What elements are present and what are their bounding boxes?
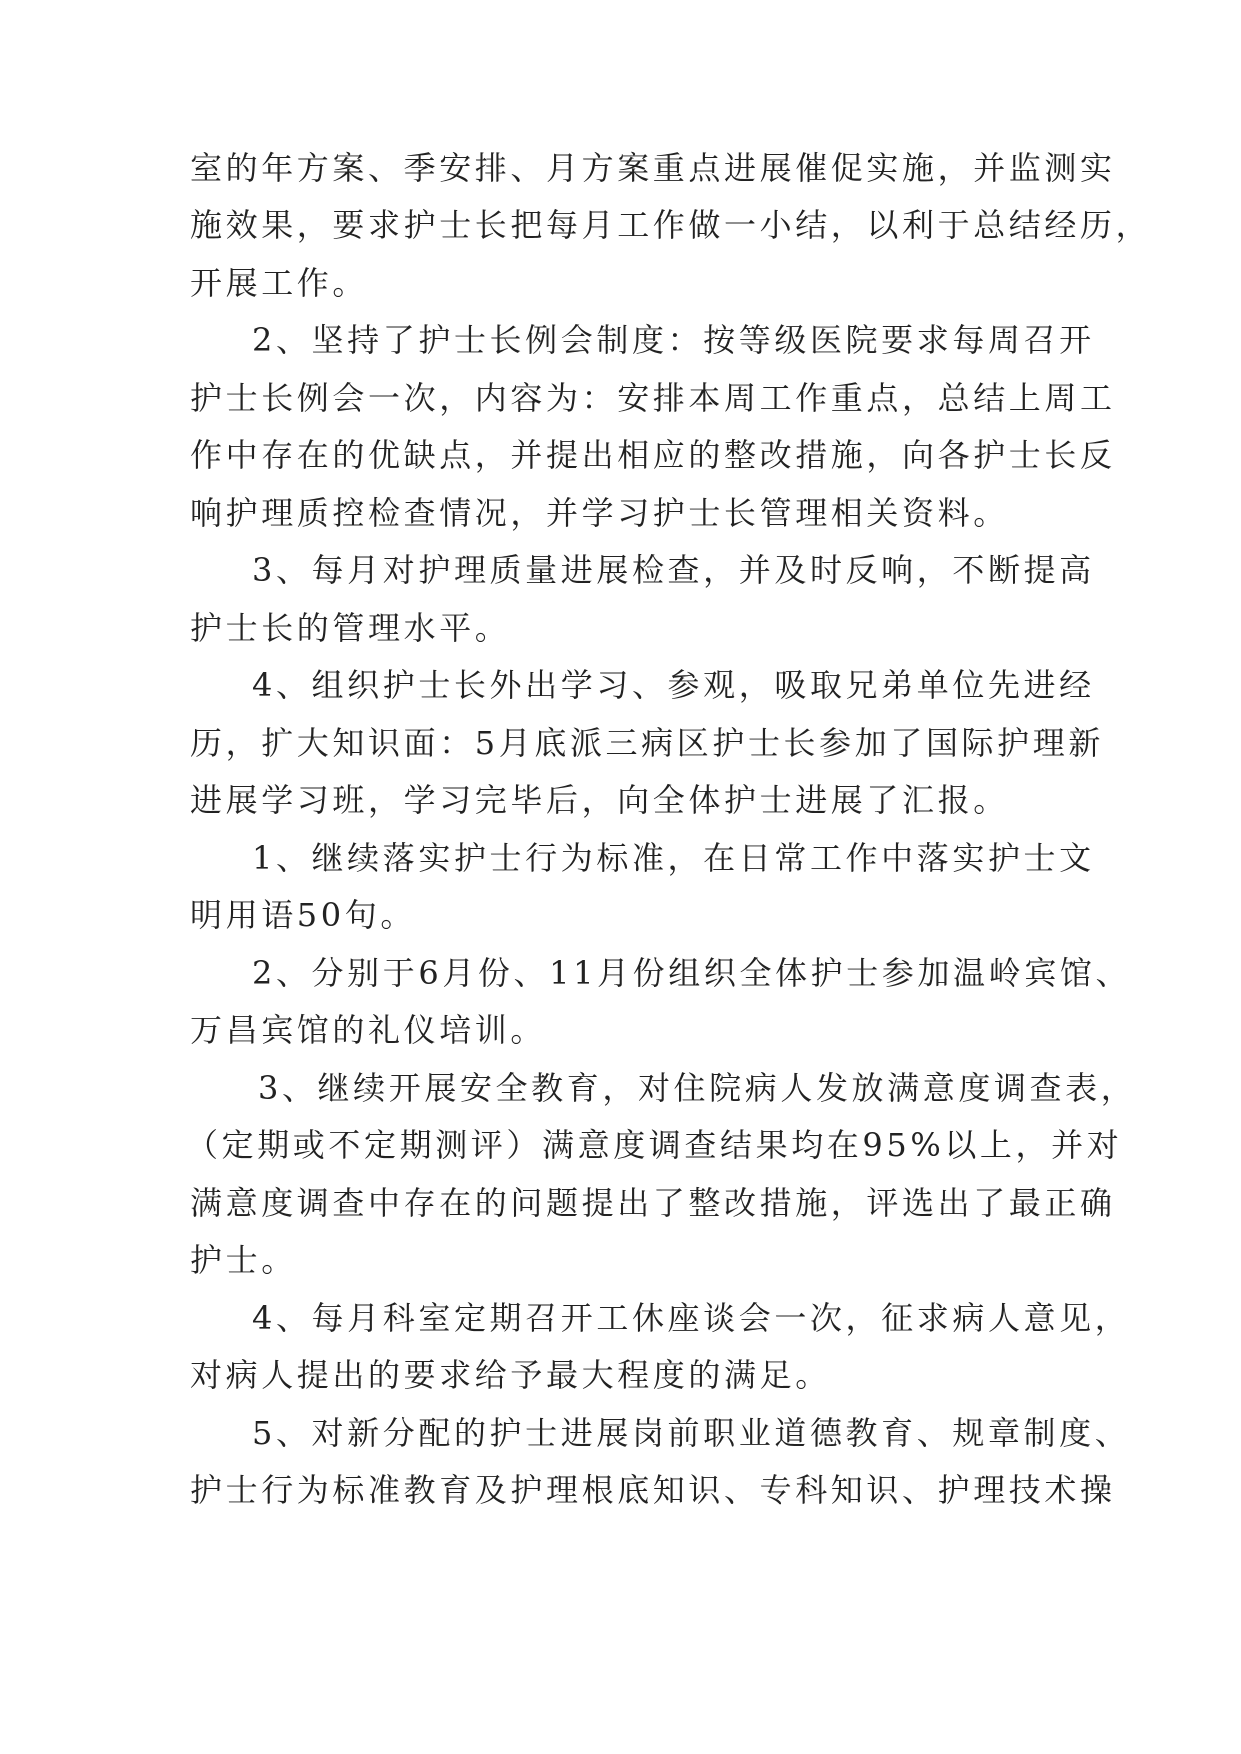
text-line: 2、坚持了护士长例会制度：按等级医院要求每周召开 xyxy=(252,321,1095,359)
text-line: 明用语50句。 xyxy=(190,896,416,934)
text-line: 施效果，要求护士长把每月工作做一小结，以利于总结经历， xyxy=(190,206,1152,244)
text-line: 进展学习班，学习完毕后，向全体护士进展了汇报。 xyxy=(190,781,1009,819)
text-line: 历，扩大知识面：5月底派三病区护士长参加了国际护理新 xyxy=(190,724,1104,762)
text-line: 护士。 xyxy=(190,1241,297,1279)
text-line: 响护理质控检查情况，并学习护士长管理相关资料。 xyxy=(190,494,1009,532)
text-line: 1、继续落实护士行为标准，在日常工作中落实护士文 xyxy=(252,839,1095,877)
text-line: 3、每月对护理质量进展检查，并及时反响，不断提高 xyxy=(252,551,1095,589)
text-line: 3、继续开展安全教育，对住院病人发放满意度调查表， xyxy=(258,1069,1137,1107)
text-line: 2、分别于6月份、11月份组织全体护士参加温岭宾馆、 xyxy=(252,954,1132,992)
text-line: 4、组织护士长外出学习、参观，吸取兄弟单位先进经 xyxy=(252,666,1095,704)
text-line: 对病人提出的要求给予最大程度的满足。 xyxy=(190,1356,831,1394)
text-line: 5、对新分配的护士进展岗前职业道德教育、规章制度、 xyxy=(252,1414,1131,1452)
text-line: 护士长例会一次，内容为：安排本周工作重点，总结上周工 xyxy=(190,379,1116,417)
text-line: 护士长的管理水平。 xyxy=(190,609,511,647)
text-line: 万昌宾馆的礼仪培训。 xyxy=(190,1011,547,1049)
text-line: 满意度调查中存在的问题提出了整改措施，评选出了最正确 xyxy=(190,1184,1116,1222)
text-line: 室的年方案、季安排、月方案重点进展催促实施，并监测实 xyxy=(190,149,1116,187)
text-line: 4、每月科室定期召开工休座谈会一次，征求病人意见， xyxy=(252,1299,1131,1337)
text-line: 开展工作。 xyxy=(190,264,369,302)
text-line: （定期或不定期测评）满意度调查结果均在95%以上，并对 xyxy=(186,1126,1123,1164)
text-line: 护士行为标准教育及护理根底知识、专科知识、护理技术操 xyxy=(190,1471,1116,1509)
text-line: 作中存在的优缺点，并提出相应的整改措施，向各护士长反 xyxy=(190,436,1116,474)
